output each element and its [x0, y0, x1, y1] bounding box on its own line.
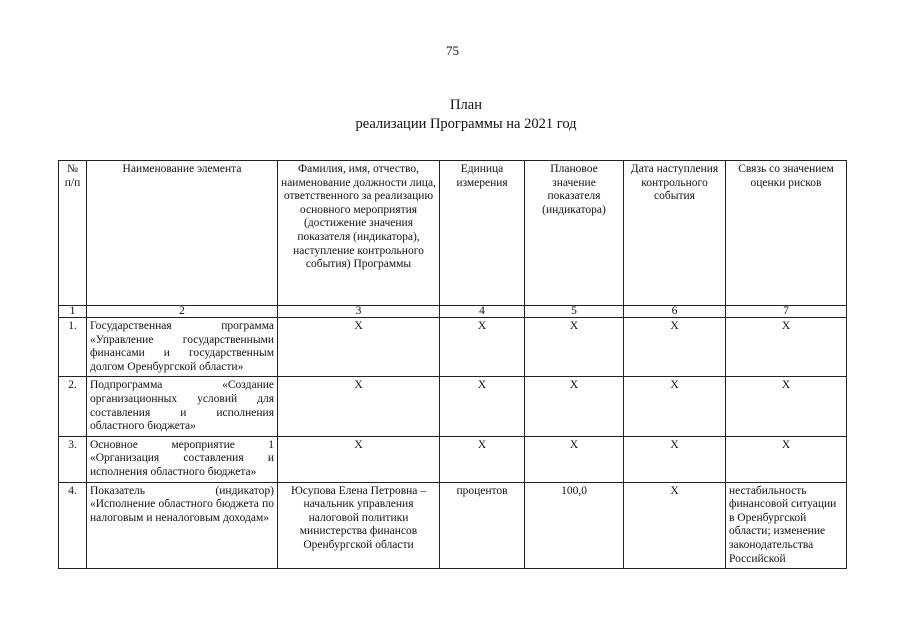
unit-of-measure: процентов: [440, 482, 525, 569]
risk-link: Х: [726, 318, 847, 377]
element-name: Основное мероприятие 1 «Организация составления и исполнения областного бюджета»: [87, 436, 278, 482]
risk-link: нестабильность финансовой ситуации в Оренбургской области; изменение законодательства Российской: [726, 482, 847, 569]
table-row: [59, 318, 847, 377]
event-date: Х: [624, 482, 726, 569]
table-row: [59, 377, 847, 436]
planned-value: Х: [525, 377, 624, 436]
element-name: Показатель (индикатор) «Исполнение областного бюджета по налоговым и неналоговым доходам»: [87, 482, 278, 569]
column-number: 3: [278, 306, 440, 318]
event-date: Х: [624, 318, 726, 377]
row-number: 3.: [59, 436, 87, 482]
header-risk-link: Связь со значением оценки рисков: [726, 161, 847, 306]
header-unit: Единица измерения: [440, 161, 525, 306]
plan-table: [58, 160, 847, 569]
unit-of-measure: Х: [440, 318, 525, 377]
table-row: [59, 482, 847, 569]
row-number: 2.: [59, 377, 87, 436]
planned-value: 100,0: [525, 482, 624, 569]
column-number: 2: [87, 306, 278, 318]
unit-of-measure: Х: [440, 377, 525, 436]
title-line-2: реализации Программы на 2021 год: [355, 116, 577, 132]
risk-link: Х: [726, 377, 847, 436]
column-number: 5: [525, 306, 624, 318]
header-element-name: Наименование элемента: [87, 161, 278, 306]
responsible-person: Х: [278, 436, 440, 482]
risk-link: Х: [726, 436, 847, 482]
responsible-person: Х: [278, 318, 440, 377]
column-number: 1: [59, 306, 87, 318]
title-line-1: План: [450, 97, 482, 113]
table-header-row: [59, 161, 847, 306]
element-name: Подпрограмма «Создание организационных условий для составления и исполнения областного бюджета»: [87, 377, 278, 436]
header-number: № п/п: [59, 161, 87, 306]
column-number: 7: [726, 306, 847, 318]
row-number: 4.: [59, 482, 87, 569]
event-date: Х: [624, 436, 726, 482]
row-number: 1.: [59, 318, 87, 377]
planned-value: Х: [525, 436, 624, 482]
responsible-person: Юсупова Елена Петровна – начальник управления налоговой политики министерства финансов Оренбургской области: [278, 482, 440, 569]
element-name: Государственная программа «Управление государственными финансами и государственным долгом Оренбургской области»: [87, 318, 278, 377]
page-number: 75: [446, 43, 459, 58]
responsible-person: Х: [278, 377, 440, 436]
header-responsible: Фамилия, имя, отчество, наименование должности лица, ответственного за реализацию основного мероприятия (достижение значения показателя (индикатора), наступление контрольного события) Программы: [278, 161, 440, 306]
column-number: 6: [624, 306, 726, 318]
unit-of-measure: Х: [440, 436, 525, 482]
header-event-date: Дата наступления контрольного события: [624, 161, 726, 306]
table-row: [59, 436, 847, 482]
document-title: [351, 96, 581, 134]
event-date: Х: [624, 377, 726, 436]
column-number: 4: [440, 306, 525, 318]
planned-value: Х: [525, 318, 624, 377]
column-numbers-row: [59, 306, 847, 318]
header-planned-value: Плановое значение показателя (индикатора): [525, 161, 624, 306]
